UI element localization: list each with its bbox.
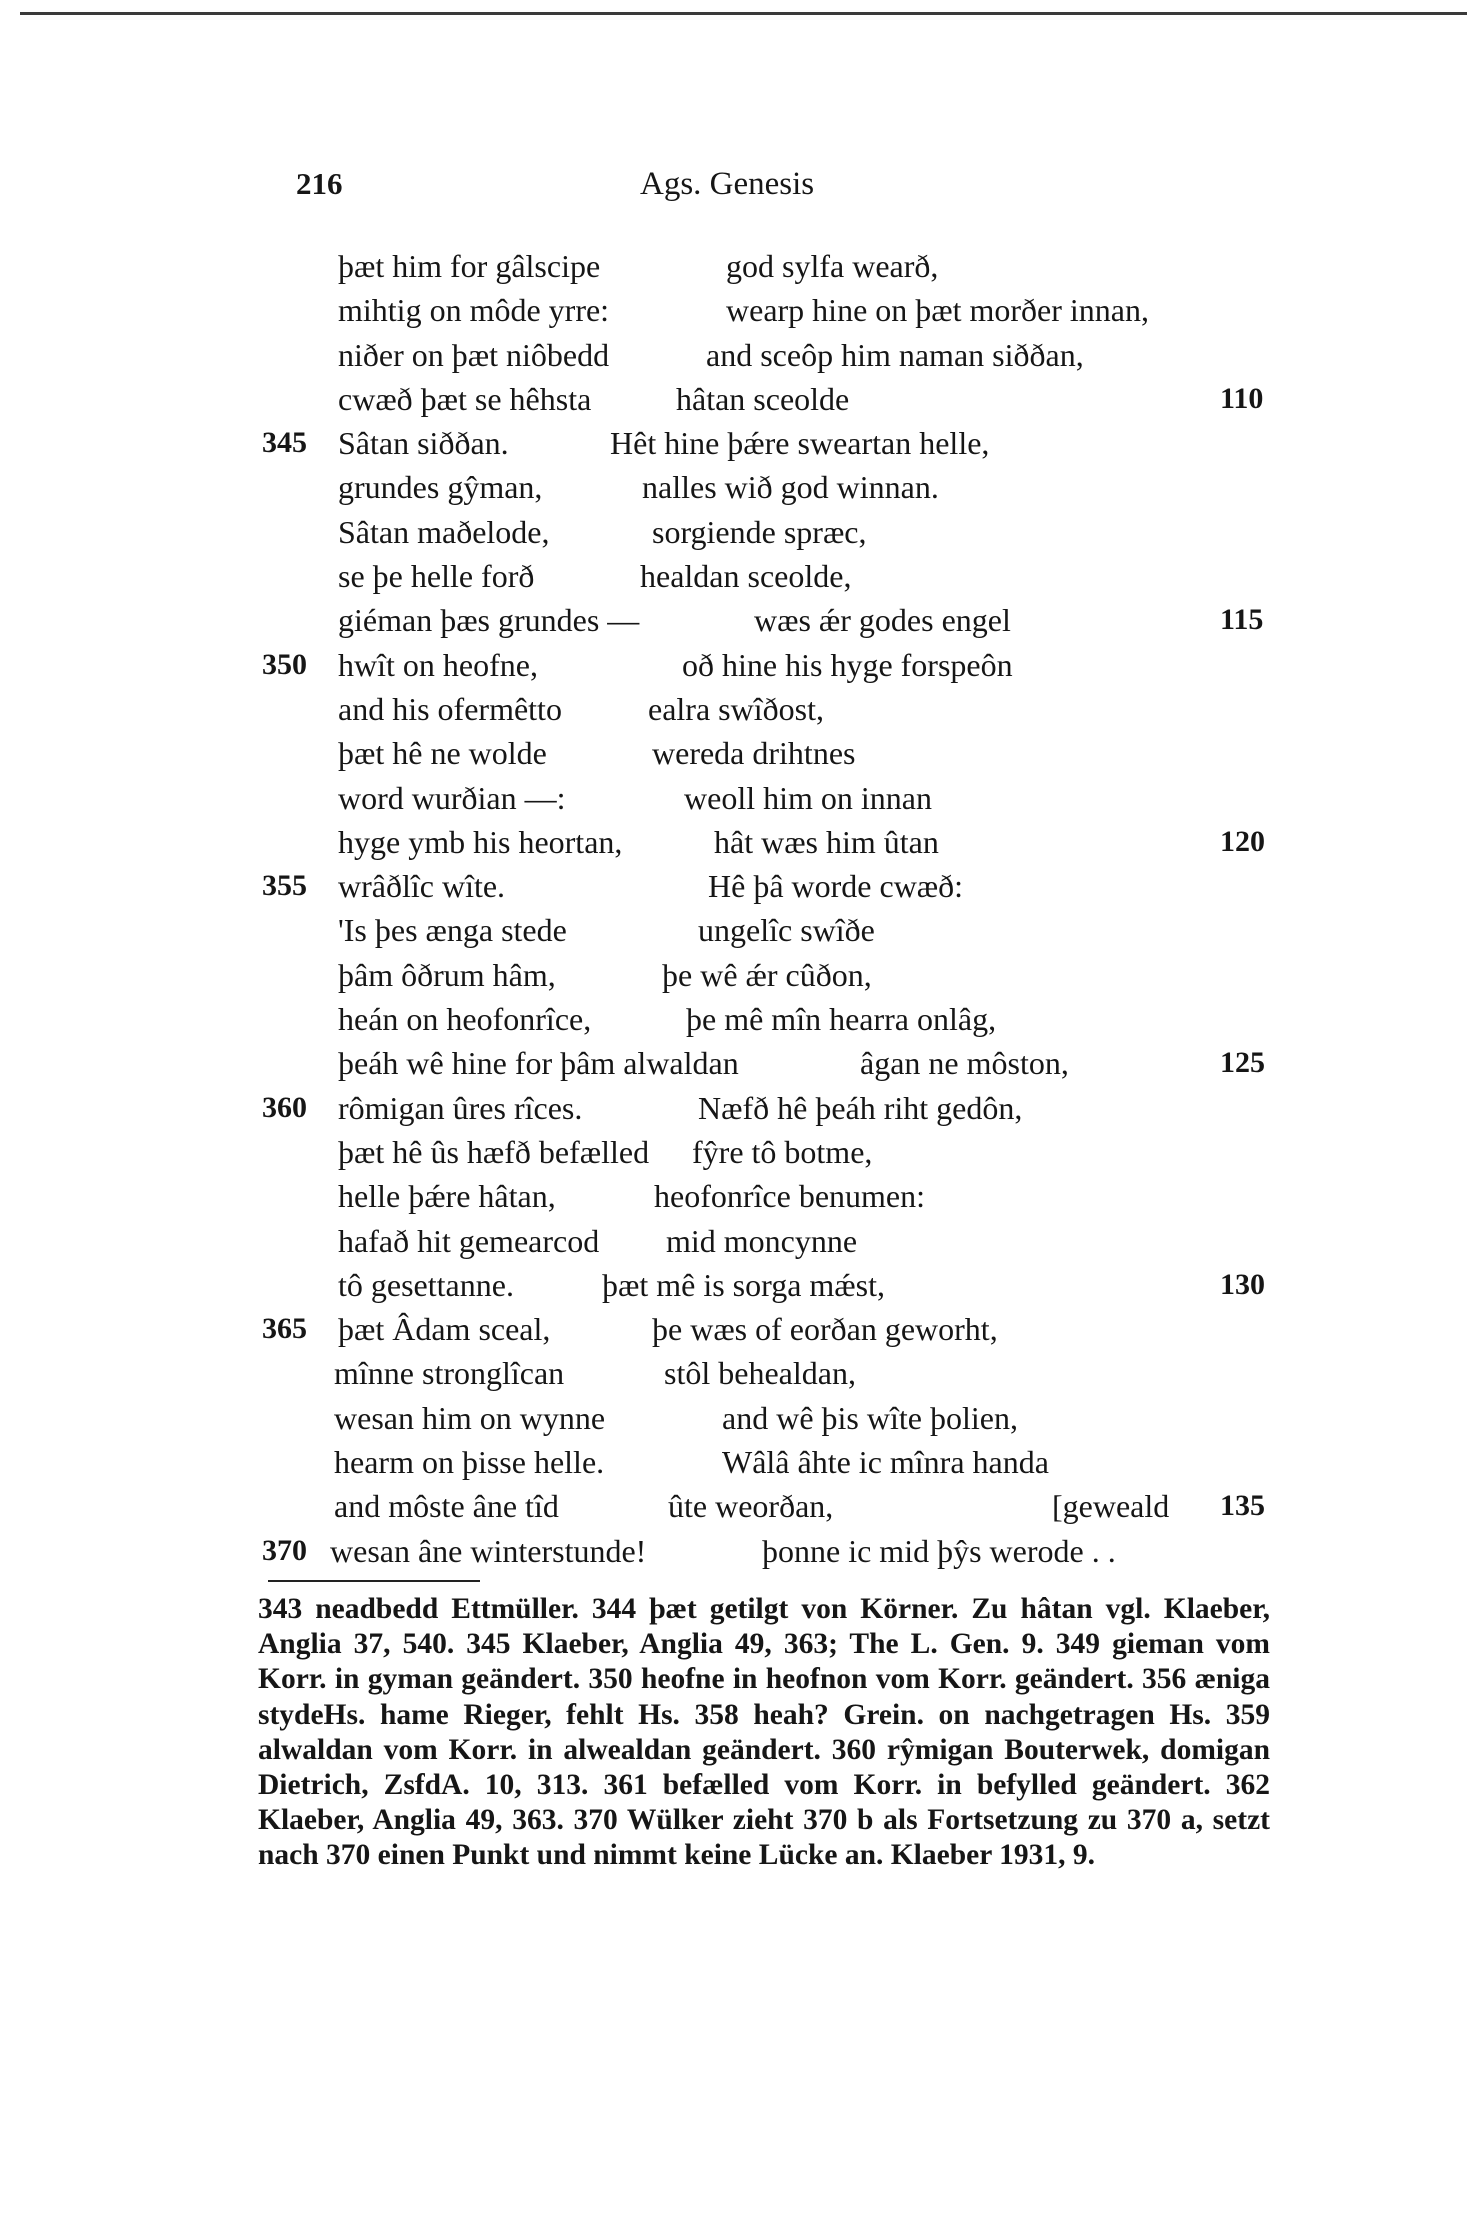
page-number: 216 — [296, 166, 343, 201]
verse-a: word wurðian —: — [338, 779, 566, 816]
verse-line — [0, 776, 1481, 820]
verse-b: þe mê mîn hearra onlâg, — [686, 1001, 997, 1038]
verse-line — [0, 333, 1481, 377]
line-number-left: 365 — [262, 1312, 307, 1346]
verse-b: wæs ǽr godes engel — [754, 602, 1011, 639]
verse-b: and sceôp him naman siððan, — [706, 336, 1084, 373]
verse-a: Sâtan siððan. — [338, 425, 509, 462]
verse-b: wereda drihtnes — [652, 735, 856, 772]
verse-a: hearm on þisse helle. — [334, 1444, 605, 1481]
line-number-left: 360 — [262, 1090, 307, 1124]
verse-a: hyge ymb his heortan, — [338, 823, 623, 860]
verse-line — [0, 554, 1481, 598]
running-title: Ags. Genesis — [640, 166, 815, 202]
line-number-right: 125 — [1220, 1046, 1265, 1080]
verse-b: Wâlâ âhte ic mînra handa — [722, 1444, 1049, 1481]
verse-a: þeáh wê hine for þâm alwaldan — [338, 1045, 739, 1082]
poem-text — [0, 244, 1481, 1573]
verse-b: healdan sceolde, — [640, 558, 852, 595]
verse-line — [0, 377, 1481, 421]
verse-a: þæt hê ne wolde — [338, 735, 547, 772]
verse-line — [0, 288, 1481, 332]
verse-b: weoll him on innan — [684, 779, 932, 816]
verse-a: giéman þæs grundes — — [338, 602, 640, 639]
verse-b: ealra swîðost, — [648, 690, 824, 727]
verse-line — [0, 1174, 1481, 1218]
verse-b: ungelîc swîðe — [698, 912, 875, 949]
verse-a: mihtig on môde yrre: — [338, 292, 610, 329]
verse-line — [0, 510, 1481, 554]
verse-b: wearp hine on þæt morðer innan, — [726, 292, 1149, 329]
verse-a: hwît on heofne, — [338, 646, 538, 683]
verse-line — [0, 731, 1481, 775]
verse-a: þæt hê ûs hæfð befælled — [338, 1133, 650, 1170]
verse-continuation: [geweald — [1052, 1488, 1170, 1525]
footnote-rule — [268, 1580, 480, 1582]
verse-line — [0, 465, 1481, 509]
verse-a: hafað hit gemearcod — [338, 1222, 600, 1259]
page-top-edge — [20, 12, 1467, 15]
verse-a: þâm ôðrum hâm, — [338, 956, 556, 993]
verse-a: wesan him on wynne — [334, 1399, 606, 1436]
verse-a: þæt him for gâlscipe — [338, 248, 601, 284]
verse-b: Næfð hê þeáh riht gedôn, — [698, 1089, 1023, 1126]
verse-b: nalles wið god winnan. — [642, 469, 939, 506]
verse-b: Hê þâ worde cwæð: — [708, 868, 964, 905]
verse-line — [0, 687, 1481, 731]
line-number-left: 370 — [262, 1533, 307, 1567]
verse-b: þe wæs of eorðan geworht, — [652, 1311, 998, 1348]
verse-b: hât wæs him ûtan — [714, 823, 939, 860]
verse-line — [0, 1307, 1481, 1351]
verse-line — [0, 244, 1481, 288]
verse-b: oð hine his hyge forspeôn — [682, 646, 1013, 683]
line-number-right: 120 — [1220, 824, 1265, 858]
line-number-left: 355 — [262, 869, 307, 903]
page-header — [0, 166, 1481, 212]
line-number-right: 135 — [1220, 1489, 1265, 1523]
line-number-right: 110 — [1220, 381, 1264, 415]
verse-b: þe wê ǽr cûðon, — [662, 956, 872, 993]
verse-line — [0, 997, 1481, 1041]
verse-a: wesan âne winterstunde! — [330, 1532, 647, 1569]
verse-line — [0, 1263, 1481, 1307]
verse-line — [0, 1440, 1481, 1484]
line-number-left: 345 — [262, 426, 307, 460]
verse-b: þæt mê is sorga mǽst, — [602, 1266, 885, 1303]
verse-b: stôl behealdan, — [664, 1355, 856, 1392]
verse-b: þonne ic mid þŷs werode . . — [762, 1532, 1116, 1569]
verse-b: fŷre tô botme, — [692, 1133, 873, 1170]
verse-a: and môste âne tîd — [334, 1488, 559, 1525]
verse-a: tô gesettanne. — [338, 1266, 514, 1303]
verse-b: heofonrîce benumen: — [654, 1178, 925, 1215]
verse-line — [0, 1396, 1481, 1440]
verse-b: sorgiende spræc, — [652, 513, 867, 550]
verse-b: ûte weorðan, — [668, 1488, 834, 1525]
verse-a: and his ofermêtto — [338, 690, 562, 727]
verse-line — [0, 1484, 1481, 1528]
verse-a: se þe helle forð — [338, 558, 535, 595]
verse-a: Sâtan maðelode, — [338, 513, 550, 550]
footnotes: 343 neadbedd Ettmüller. 344 þæt getilgt von Körner. Zu hâtan vgl. Klaeber, Anglia 37, 540. 345 Klaeber, Anglia 49, 363; The L. Gen. 9. 349 gieman vom Korr. in gyman geändert. 350 heofne in heofnon vom Korr. geändert. 356 æniga stydeHs. hame Rieger, fehlt Hs. 358 heah? Grein. on nachgetragen Hs. 359 alwaldan vom Korr. in alwealdan geändert. 360 rŷmigan Bouterwek, domigan Dietrich, ZsfdA. 10, 313. 361 befælled vom Korr. in befylled geändert. 362 Klaeber, Anglia 49, 363. 370 Wülker zieht 370 b als Fortsetzung zu 370 a, setzt nach 370 einen Punkt und nimmt keine Lücke an. Klaeber 1931, 9. — [258, 1593, 1270, 1872]
verse-line — [0, 421, 1481, 465]
verse-a: 'Is þes ænga stede — [338, 912, 567, 949]
verse-b: âgan ne môston, — [860, 1045, 1069, 1082]
verse-line — [0, 1086, 1481, 1130]
verse-line — [0, 908, 1481, 952]
verse-b: hâtan sceolde — [676, 380, 850, 417]
verse-a: niðer on þæt niôbedd — [338, 336, 610, 373]
verse-a: cwæð þæt se hêhsta — [338, 380, 592, 417]
verse-line — [0, 953, 1481, 997]
verse-a: grundes gŷman, — [338, 469, 543, 506]
verse-a: þæt Âdam sceal, — [338, 1311, 551, 1348]
verse-b: Hêt hine þǽre sweartan helle, — [610, 425, 990, 462]
verse-line — [0, 598, 1481, 642]
verse-b: and wê þis wîte þolien, — [722, 1399, 1018, 1436]
verse-b: mid moncynne — [666, 1222, 858, 1259]
verse-a: mînne stronglîcan — [334, 1355, 565, 1392]
verse-line — [0, 1041, 1481, 1085]
verse-line — [0, 864, 1481, 908]
line-number-left: 350 — [262, 647, 307, 681]
verse-a: wrâðlîc wîte. — [338, 868, 506, 905]
verse-a: helle þǽre hâtan, — [338, 1178, 556, 1215]
verse-line — [0, 1130, 1481, 1174]
verse-a: heán on heofonrîce, — [338, 1001, 592, 1038]
verse-line — [0, 1351, 1481, 1395]
verse-line — [0, 820, 1481, 864]
verse-line — [0, 643, 1481, 687]
line-number-right: 115 — [1220, 603, 1264, 637]
line-number-right: 130 — [1220, 1267, 1265, 1301]
verse-b: god sylfa wearð, — [726, 248, 939, 284]
verse-line — [0, 1219, 1481, 1263]
verse-a: rômigan ûres rîces. — [338, 1089, 583, 1126]
verse-line — [0, 1529, 1481, 1573]
